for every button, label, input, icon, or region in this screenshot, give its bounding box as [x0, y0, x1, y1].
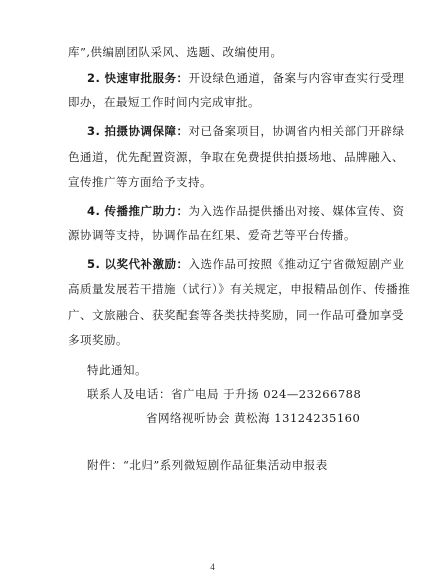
- item-4-first-line: [87, 203, 405, 219]
- item-2-heading: 快速审批服务：: [104, 71, 189, 85]
- item-4-continuation: 源协调等支持，协调作品在红果、爱奇艺等平台传播。: [68, 228, 356, 242]
- contact-line-2: 省网络视听协会 黄松海 13124235160: [146, 411, 361, 425]
- item-5-number: 5.: [87, 257, 101, 271]
- item-3-continuation-1: 色通道，优先配置资源，争取在免费提供拍摄场地、品牌融入、: [68, 150, 404, 164]
- item-4-text: 为入选作品提供播出对接、媒体宣传、资: [188, 204, 405, 218]
- item-2-first-line: [87, 70, 405, 86]
- item-2-continuation: 即办，在最短工作时间内完成审批。: [68, 95, 260, 109]
- item-5-heading: 以奖代补激励：: [104, 257, 189, 271]
- item-5-continuation-1: 高质量发展若干措施（试行）》有关规定，申报精品创作、传播推: [68, 282, 411, 296]
- page-number: 4: [210, 562, 215, 572]
- item-3-continuation-2: 宣传推广等方面给予支持。: [68, 175, 212, 189]
- item-2-text: 开设绿色通道，备案与内容审查实行受理: [188, 71, 405, 85]
- item-3-heading: 拍摄协调保障：: [104, 124, 189, 138]
- contact-line-1: 联系人及电话：省广电局 于升扬 024—23266788: [87, 387, 362, 401]
- item-3-text: 对已备案项目，协调省内相关部门开辟绿: [188, 124, 405, 138]
- item-5-text: 入选作品可按照《推动辽宁省微短剧产业: [188, 257, 405, 271]
- attachment-line: 附件：“北归”系列微短剧作品征集活动申报表: [87, 458, 328, 472]
- item-4-number: 4.: [87, 204, 101, 218]
- item-4-heading: 传播推广助力：: [104, 204, 189, 218]
- item-5-continuation-2: 广、文旅融合、获奖配套等各类扶持奖励，同一作品可叠加享受: [68, 308, 404, 322]
- closing-line: 特此通知。: [87, 363, 147, 377]
- item-5-first-line: [87, 256, 405, 272]
- item-5-continuation-3: 多项奖励。: [68, 333, 128, 347]
- paragraph-line: 库”,供编剧团队采风、选题、改编使用。: [68, 45, 283, 59]
- item-2-number: 2.: [87, 71, 101, 85]
- item-3-number: 3.: [87, 124, 101, 138]
- item-3-first-line: [87, 123, 405, 139]
